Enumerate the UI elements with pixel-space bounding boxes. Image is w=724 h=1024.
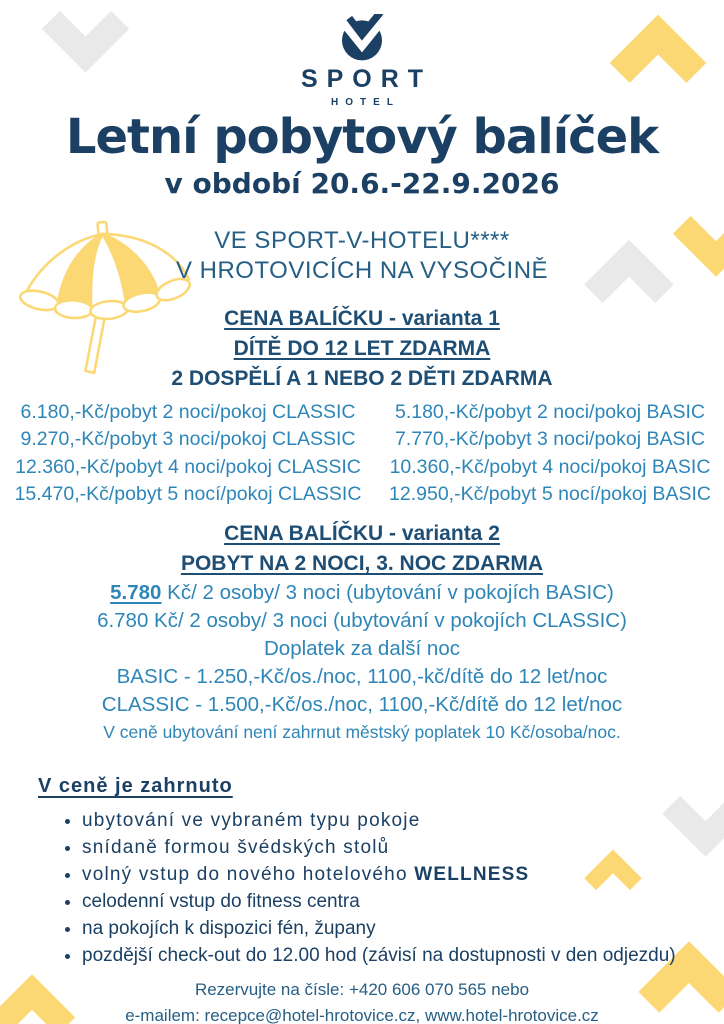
- logo-brand-text: SPORT: [300, 65, 433, 93]
- list-item: • pozdější check-out do 12.00 hod (závisí na dostupnosti v den odjezdu): [82, 942, 724, 969]
- surcharge-basic: BASIC - 1.250,-Kč/os./noc, 1100,-kč/dítě do 12 let/noc: [116, 664, 608, 688]
- included-heading: V ceně je zahrnuto: [38, 774, 233, 797]
- variant1-subheading-child: DÍTĚ DO 12 LET ZDARMA: [233, 336, 491, 360]
- page-title: Letní pobytový balíček: [65, 109, 659, 165]
- variant2-price-basic: [0, 579, 724, 607]
- price-classic-row: 15.470,-Kč/pobyt 5 nocí/pokoj CLASSIC: [14, 483, 362, 506]
- price-basic-row: 12.950,-Kč/pobyt 5 nocí/pokoj BASIC: [389, 483, 711, 506]
- price-classic-row: 12.360,-Kč/pobyt 4 noci/pokoj CLASSIC: [15, 455, 361, 478]
- price-classic-row: 6.180,-Kč/pobyt 2 noci/pokoj CLASSIC: [20, 400, 356, 423]
- variant2-price-classic: 6.780 Kč/ 2 osoby/ 3 noci (ubytování v pokojích CLASSIC): [97, 608, 627, 632]
- list-item: • ubytování ve vybraném typu pokoje: [82, 807, 724, 834]
- price-basic-rest: Kč/ 2 osoby/ 3 noci (ubytování v pokojích BASIC): [161, 580, 614, 604]
- list-item: • snídaně formou švédských stolů: [82, 834, 724, 861]
- included-section: [38, 775, 724, 969]
- price-basic-row: 10.360,-Kč/pobyt 4 noci/pokoj BASIC: [389, 455, 711, 478]
- list-item: • celodenní vstup do fitness centra: [82, 888, 724, 915]
- list-item: • na pokojích k dispozici fén, župany: [82, 915, 724, 942]
- venue-block: [0, 226, 724, 287]
- included-list: [38, 807, 724, 969]
- variant2-section: [0, 519, 724, 745]
- hotel-logo: [0, 0, 724, 108]
- date-range-subtitle: v období 20.6.-22.9.2026: [164, 166, 560, 200]
- price-basic-row: 7.770,-Kč/pobyt 3 noci/pokoj BASIC: [394, 428, 705, 451]
- variant2-subheading: POBYT NA 2 NOCI, 3. NOC ZDARMA: [180, 551, 544, 575]
- price-classic-row: 9.270,-Kč/pobyt 3 noci/pokoj CLASSIC: [20, 428, 356, 451]
- contact-phone-line: Rezervujte na čísle: +420 606 070 565 nebo: [194, 979, 530, 999]
- venue-line-2: V HROTOVICÍCH NA VYSOČINĚ: [175, 257, 549, 285]
- surcharge-classic: CLASSIC - 1.500,-Kč/os./noc, 1100,-Kč/dítě do 12 let/noc: [101, 692, 623, 716]
- surcharge-heading: Doplatek za další noc: [263, 636, 460, 660]
- variant2-heading: CENA BALÍČKU - varianta 2: [224, 521, 500, 545]
- contact-email-line: e-mailem: recepce@hotel-hrotovice.cz, www.hotel-hrotovice.cz: [125, 1006, 599, 1024]
- price-amount-basic: 5.780: [110, 580, 162, 604]
- price-table: [0, 399, 724, 509]
- contact-footer: [0, 977, 724, 1024]
- logo-sub-text: HOTEL: [331, 97, 400, 108]
- venue-line-1: VE SPORT-V-HOTELU****: [214, 226, 510, 254]
- variant1-heading: CENA BALÍČKU - varianta 1: [224, 306, 500, 330]
- variant1-section: [0, 304, 724, 509]
- price-basic-row: 5.180,-Kč/pobyt 2 noci/pokoj BASIC: [394, 400, 705, 423]
- city-tax-note: V ceně ubytování není zahrnut městský poplatek 10 Kč/osoba/noc.: [103, 721, 621, 742]
- variant1-subheading-adults: 2 DOSPĚLÍ A 1 NEBO 2 DĚTI ZDARMA: [171, 366, 553, 390]
- logo-v-circle-icon: [338, 14, 386, 62]
- list-item: • volný vstup do nového hotelového WELLNESS: [82, 861, 724, 888]
